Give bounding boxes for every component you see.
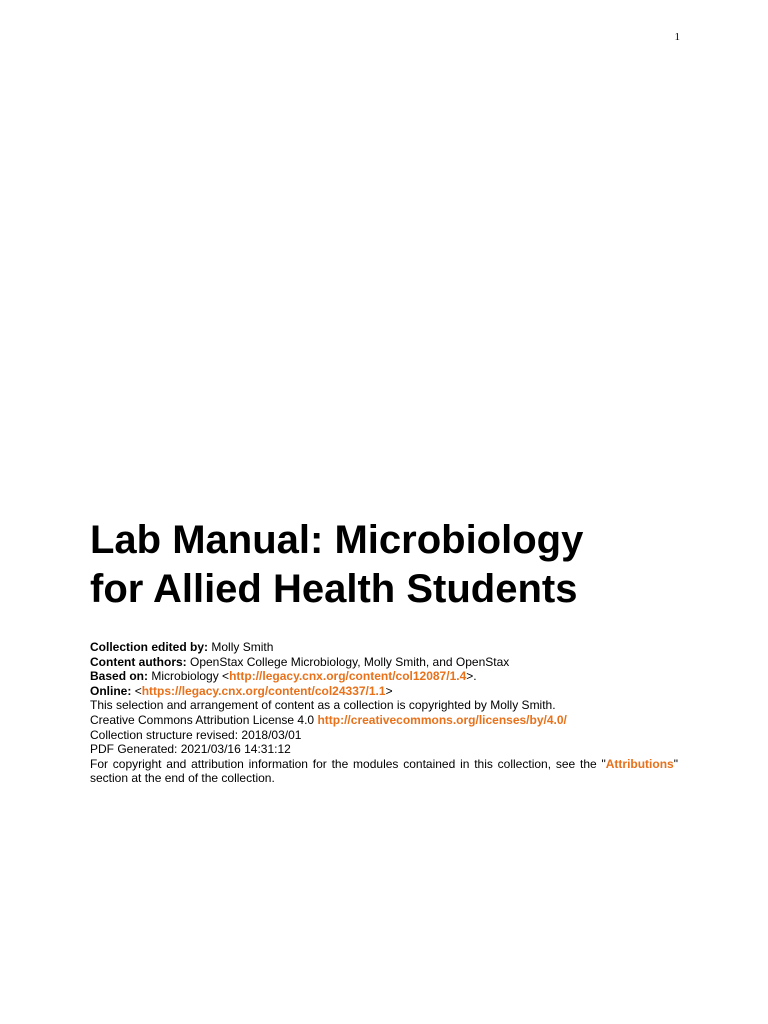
page-number: 1	[674, 31, 680, 43]
content-authors-value: OpenStax College Microbiology, Molly Smith, and OpenStax	[190, 654, 510, 669]
online-suffix: >	[385, 683, 393, 698]
attribution-text-after: " section at the end of the collection.	[90, 756, 678, 786]
online-link[interactable]: https://legacy.cnx.org/content/col24337/1.1	[141, 683, 386, 698]
structure-revised-line: Collection structure revised: 2018/03/01	[90, 727, 302, 742]
online-prefix: <	[134, 683, 142, 698]
online-label: Online:	[90, 683, 132, 698]
pdf-generated-line: PDF Generated: 2021/03/16 14:31:12	[90, 742, 291, 757]
content-authors-label: Content authors:	[90, 654, 187, 669]
title-line-2: for Allied Health Students	[90, 567, 578, 611]
online-line	[90, 684, 678, 699]
based-on-line	[90, 669, 678, 684]
copyright-line: This selection and arrangement of content as a collection is copyrighted by Molly Smith.	[90, 698, 556, 713]
content-authors-line	[90, 655, 678, 670]
title-line-1: Lab Manual: Microbiology	[90, 518, 584, 562]
attributions-link[interactable]: Attributions	[605, 756, 674, 771]
attribution-paragraph	[90, 757, 678, 786]
document-title	[90, 516, 710, 614]
edited-by-value: Molly Smith	[211, 640, 274, 654]
collection-info	[90, 640, 678, 786]
edited-by-label: Collection edited by:	[90, 640, 209, 654]
edited-by-line	[90, 640, 678, 655]
license-line	[90, 713, 678, 728]
based-on-label: Based on:	[90, 669, 149, 684]
license-text: Creative Commons Attribution License 4.0	[90, 712, 315, 727]
attribution-text-before: For copyright and attribution information for the modules contained in this collection, see the "	[90, 756, 606, 771]
based-on-link[interactable]: http://legacy.cnx.org/content/col12087/1.4	[229, 669, 467, 684]
license-link[interactable]: http://creativecommons.org/licenses/by/4.0/	[317, 712, 567, 727]
based-on-prefix: Microbiology <	[151, 669, 230, 684]
based-on-suffix: >.	[466, 669, 477, 684]
